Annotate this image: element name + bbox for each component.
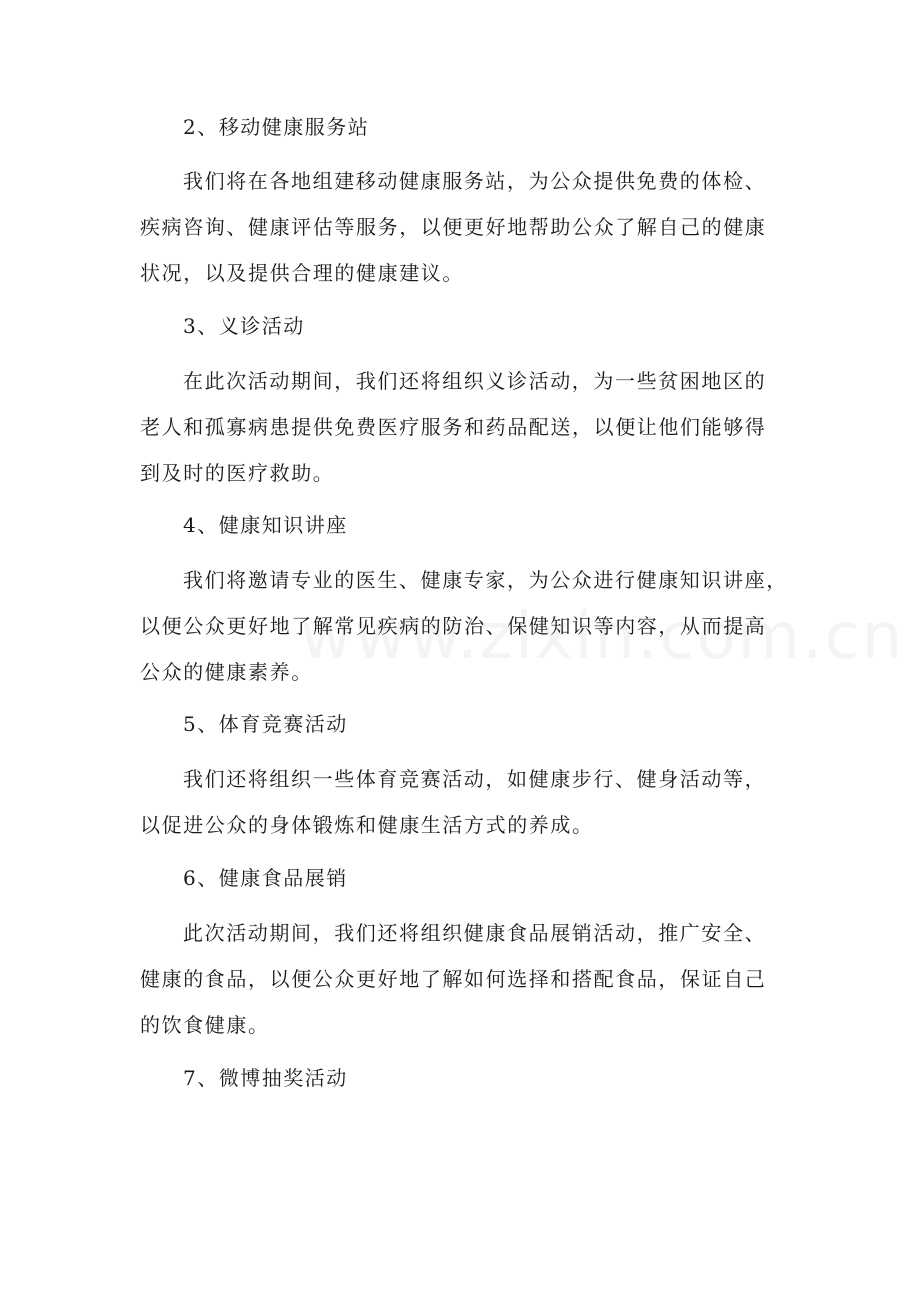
section-heading: 5、体育竞赛活动 <box>183 712 348 736</box>
paragraph-line: 的饮食健康。 <box>140 1013 270 1037</box>
paragraph-line: 我们将邀请专业的医生、健康专家，为公众进行健康知识讲座， <box>183 568 788 592</box>
section-heading: 3、义诊活动 <box>183 314 305 338</box>
paragraph-line: 老人和孤寡病患提供免费医疗服务和药品配送，以便让他们能够得 <box>140 415 767 439</box>
section-heading: 2、移动健康服务站 <box>183 115 370 139</box>
section-paragraph <box>140 910 790 1048</box>
paragraph-line: 状况，以及提供合理的健康建议。 <box>140 261 464 285</box>
section-heading: 4、健康知识讲座 <box>183 513 348 537</box>
section-paragraph <box>140 158 790 296</box>
paragraph-line: 健康的食品，以便公众更好地了解如何选择和搭配食品，保证自己 <box>140 967 767 991</box>
paragraph-line: 以便公众更好地了解常见疾病的防治、保健知识等内容，从而提高 <box>140 614 767 638</box>
section-heading: 6、健康食品展销 <box>183 866 348 890</box>
paragraph-line: 以促进公众的身体锻炼和健康生活方式的养成。 <box>140 813 594 837</box>
paragraph-line: 公众的健康素养。 <box>140 660 313 684</box>
paragraph-line: 我们将在各地组建移动健康服务站，为公众提供免费的体检、 <box>183 169 767 193</box>
section-paragraph <box>140 358 790 496</box>
paragraph-line: 我们还将组织一些体育竞赛活动，如健康步行、健身活动等， <box>183 767 767 791</box>
section-heading: 7、微博抽奖活动 <box>183 1066 348 1090</box>
section-paragraph <box>140 557 790 695</box>
paragraph-line: 此次活动期间，我们还将组织健康食品展销活动，推广安全、 <box>183 921 767 945</box>
paragraph-line: 到及时的医疗救助。 <box>140 461 335 485</box>
section-paragraph <box>140 756 790 848</box>
paragraph-line: 疾病咨询、健康评估等服务，以便更好地帮助公众了解自己的健康 <box>140 215 767 239</box>
paragraph-line: 在此次活动期间，我们还将组织义诊活动，为一些贫困地区的 <box>183 369 767 393</box>
